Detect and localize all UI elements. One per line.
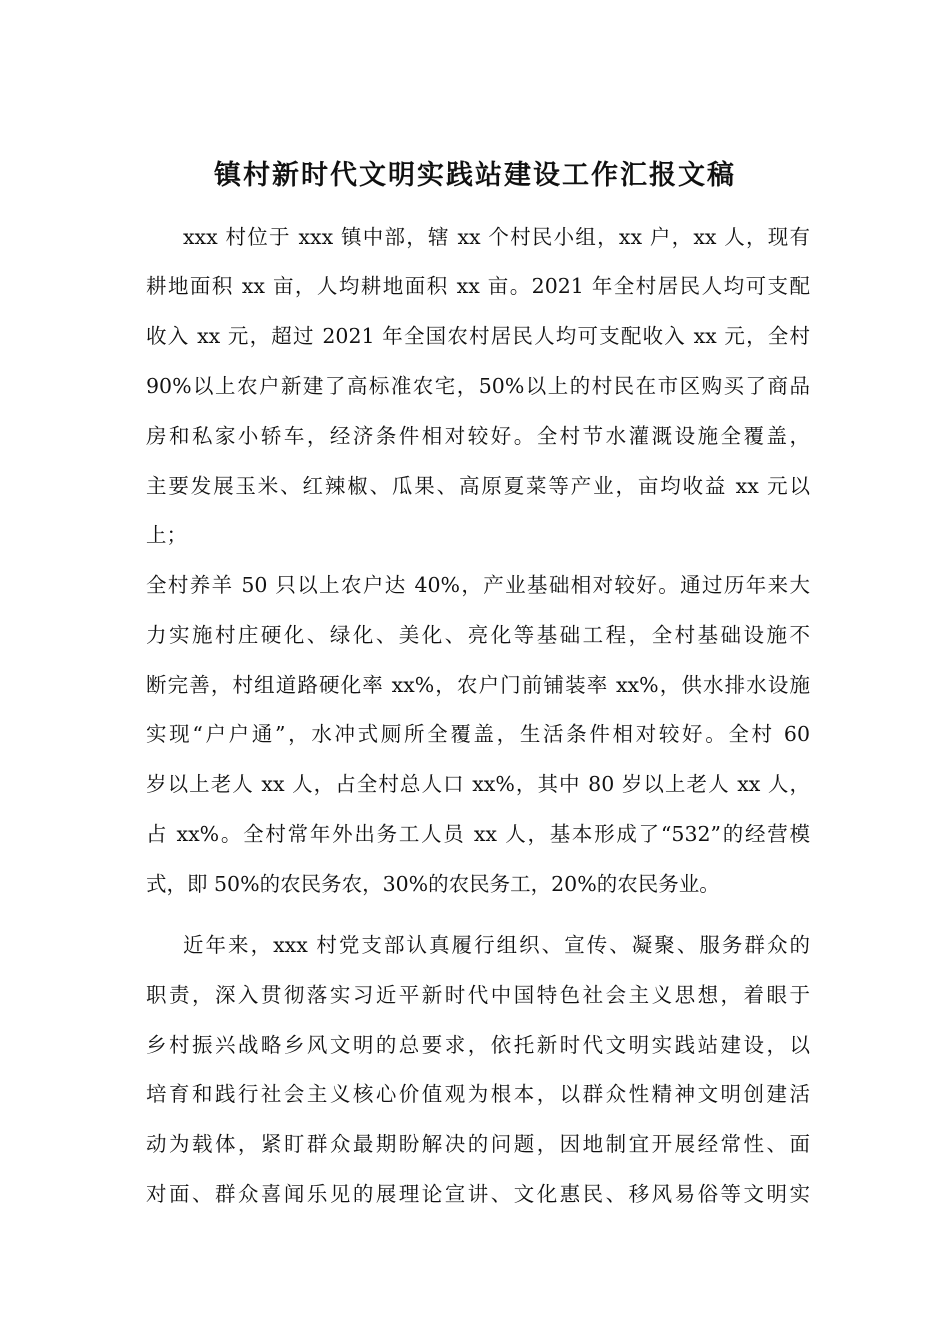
- paragraph-1-line-1: xxx 村位于 xxx 镇中部，辖 xx 个村民小组，xx 户，xx 人，现有: [183, 225, 810, 249]
- paragraph-2-line-7: 式，即 50%的农民务农，30%的农民务工，20%的农民务业。: [146, 872, 720, 896]
- paragraph-3-line-6: 对面、群众喜闻乐见的展理论宣讲、文化惠民、移风易俗等文明实: [146, 1182, 810, 1206]
- paragraph-2-line-5: 岁以上老人 xx 人，占全村总人口 xx%，其中 80 岁以上老人 xx 人，: [146, 772, 810, 796]
- paragraph-2-line-1: 全村养羊 50 只以上农户达 40%，产业基础相对较好。通过历年来大: [146, 573, 810, 597]
- paragraph-3-line-3: 乡村振兴战略乡风文明的总要求，依托新时代文明实践站建设，以: [146, 1033, 810, 1057]
- paragraph-2-line-6: 占 xx%。全村常年外出务工人员 xx 人，基本形成了“532”的经营模: [146, 822, 810, 846]
- paragraph-3-line-5: 动为载体，紧盯群众最期盼解决的问题，因地制宜开展经常性、面: [146, 1132, 810, 1156]
- paragraph-3-line-2: 职责，深入贯彻落实习近平新时代中国特色社会主义思想，着眼于: [146, 983, 810, 1007]
- paragraph-1-line-5: 房和私家小轿车，经济条件相对较好。全村节水灌溉设施全覆盖，: [146, 424, 810, 448]
- paragraph-3-line-1: 近年来，xxx 村党支部认真履行组织、宣传、凝聚、服务群众的: [183, 933, 810, 957]
- paragraph-1-line-4: 90%以上农户新建了高标准农宅，50%以上的村民在市区购买了商品: [146, 374, 810, 398]
- document-title: 镇村新时代文明实践站建设工作汇报文稿: [214, 160, 736, 191]
- paragraph-1-line-2: 耕地面积 xx 亩，人均耕地面积 xx 亩。2021 年全村居民人均可支配: [146, 274, 810, 298]
- paragraph-2-line-4: 实现“户户通”，水冲式厕所全覆盖，生活条件相对较好。全村 60: [146, 722, 810, 746]
- paragraph-1-line-3: 收入 xx 元，超过 2021 年全国农村居民人均可支配收入 xx 元，全村: [146, 324, 810, 348]
- paragraph-2-line-2: 力实施村庄硬化、绿化、美化、亮化等基础工程，全村基础设施不: [146, 623, 810, 647]
- paragraph-1-line-7: 上；: [146, 523, 187, 547]
- paragraph-2-line-3: 断完善，村组道路硬化率 xx%，农户门前铺装率 xx%，供水排水设施: [146, 673, 810, 697]
- paragraph-1-line-6: 主要发展玉米、红辣椒、瓜果、高原夏菜等产业，亩均收益 xx 元以: [146, 474, 810, 498]
- paragraph-3-line-4: 培育和践行社会主义核心价值观为根本，以群众性精神文明创建活: [146, 1082, 810, 1106]
